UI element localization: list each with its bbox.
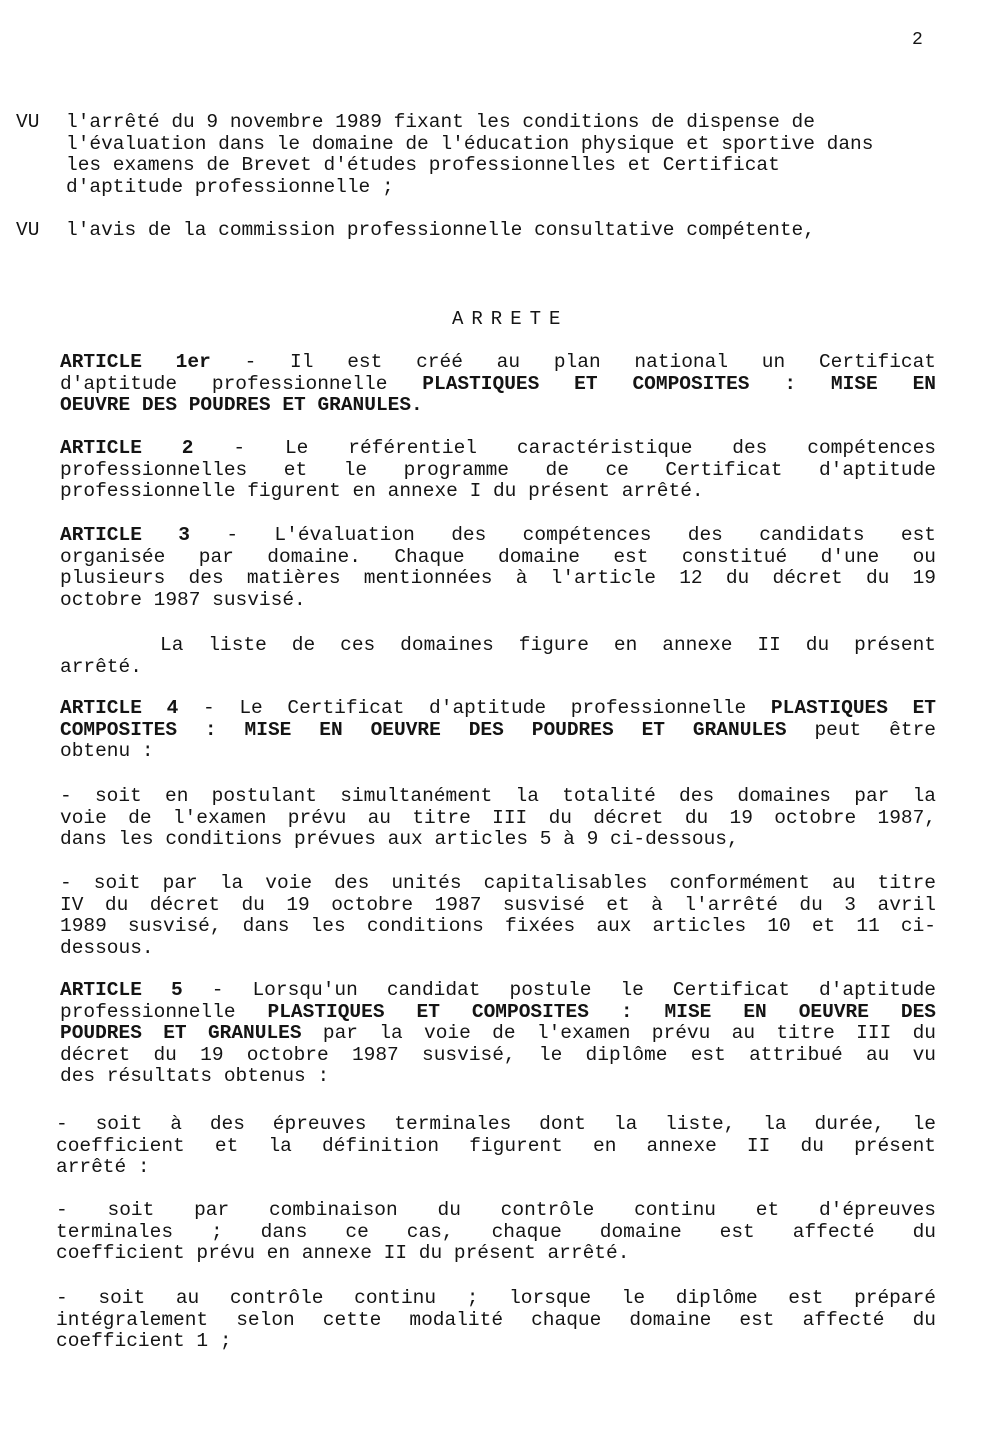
vu1-line: d'aptitude professionnelle ;	[66, 175, 394, 198]
option-text: - soit à des épreuves terminales dont la liste, la durée, le	[56, 1113, 936, 1135]
diploma-title: POUDRES ET GRANULES	[60, 1022, 302, 1044]
article-text: La liste de ces domaines figure en annexe II du présent	[160, 634, 936, 656]
vu-tag: VU	[16, 111, 40, 133]
article-label: ARTICLE 5	[60, 979, 183, 1001]
article-text: professionnelle	[60, 1000, 268, 1023]
article-5-option-3	[56, 1288, 936, 1353]
article-text: arrêté.	[60, 655, 142, 678]
article-label: ARTICLE 1er	[60, 351, 211, 373]
article-5-option-2	[56, 1200, 936, 1265]
vu1-line: les examens de Brevet d'études professionnelles et Certificat	[66, 154, 780, 176]
option-text: dans les conditions prévues aux articles 5 à 9 ci-dessous,	[60, 828, 739, 850]
article-text: obtenu :	[60, 740, 154, 762]
article-label: ARTICLE 4	[60, 697, 179, 719]
vu-clause-2	[16, 220, 976, 242]
vu1-line: l'évaluation dans le domaine de l'éducation physique et sportive dans	[66, 132, 874, 155]
article-text: - L'évaluation des compétences des candidats est	[226, 524, 936, 546]
option-text: coefficient et la définition figurent en annexe II du présent	[56, 1134, 936, 1157]
option-text: coefficient 1 ;	[56, 1330, 232, 1352]
heading-arrete: ARRETE	[452, 308, 569, 330]
diploma-title: PLASTIQUES ET	[770, 697, 937, 719]
article-5	[60, 980, 936, 1088]
article-4-option-1	[60, 786, 936, 851]
option-text: IV du décret du 19 octobre 1987 susvisé et à l'arrêté du 3 avril	[60, 893, 936, 916]
vu-tag: VU	[16, 219, 40, 241]
article-text: - Le référentiel caractéristique des compétences	[233, 437, 936, 459]
article-text: organisée par domaine. Chaque domaine est constitué d'une ou	[60, 545, 936, 568]
diploma-title: PLASTIQUES ET COMPOSITES : MISE EN OEUVRE DES	[267, 1000, 937, 1023]
article-4	[60, 698, 936, 763]
page-number: 2	[912, 30, 923, 50]
article-5-option-1	[56, 1114, 936, 1179]
option-text: intégralement selon cette modalité chaque domaine est affecté du	[56, 1308, 936, 1331]
vu-clause-1	[16, 112, 976, 198]
article-text: professionnelle figurent en annexe I du présent arrêté.	[60, 480, 704, 502]
option-text: - soit par la voie des unités capitalisables conformément au titre	[60, 872, 936, 894]
article-1	[60, 352, 936, 417]
option-text: voie de l'examen prévu au titre III du décret du 19 octobre 1987,	[60, 806, 936, 829]
diploma-title: PLASTIQUES ET COMPOSITES : MISE EN	[422, 372, 936, 395]
article-3	[60, 525, 936, 611]
option-text: - soit en postulant simultanément la totalité des domaines par la	[60, 785, 936, 807]
article-text: professionnelles et le programme de ce Certificat d'aptitude	[60, 458, 936, 481]
option-text: - soit par combinaison du contrôle continu et d'épreuves	[56, 1199, 936, 1221]
article-3-paragraph-2	[60, 635, 936, 678]
option-text: arrêté :	[56, 1156, 150, 1178]
option-text: terminales ; dans ce cas, chaque domaine est affecté du	[56, 1220, 936, 1243]
vu1-line: l'arrêté du 9 novembre 1989 fixant les conditions de dispense de	[66, 111, 815, 133]
diploma-title: COMPOSITES : MISE EN OEUVRE DES POUDRES ET GRANULES	[60, 718, 787, 741]
article-text: - Lorsqu'un candidat postule le Certificat d'aptitude	[211, 979, 937, 1001]
article-4-option-2	[60, 873, 936, 959]
vu2-line: l'avis de la commission professionnelle consultative compétente,	[66, 219, 815, 241]
article-2	[60, 438, 936, 503]
option-text: dessous.	[60, 936, 154, 959]
option-text: - soit au contrôle continu ; lorsque le diplôme est préparé	[56, 1287, 936, 1309]
article-label: ARTICLE 2	[60, 437, 194, 459]
diploma-title: OEUVRE DES POUDRES ET GRANULES.	[60, 394, 423, 416]
article-text: d'aptitude professionnelle	[60, 372, 423, 395]
article-text: des résultats obtenus :	[60, 1065, 330, 1087]
article-text: plusieurs des matières mentionnées à l'article 12 du décret du 19	[60, 567, 936, 589]
article-text: peut être	[786, 718, 936, 741]
option-text: coefficient prévu en annexe II du présent arrêté.	[56, 1242, 630, 1264]
option-text: 1989 susvisé, dans les conditions fixées aux articles 10 et 11 ci-	[60, 915, 936, 937]
article-text: - Il est créé au plan national un Certificat	[244, 351, 936, 373]
article-text: octobre 1987 susvisé.	[60, 588, 306, 611]
article-label: ARTICLE 3	[60, 524, 190, 546]
article-text: décret du 19 octobre 1987 susvisé, le diplôme est attribué au vu	[60, 1043, 936, 1066]
article-text: par la voie de l'examen prévu au titre III du	[301, 1022, 936, 1044]
article-text: - Le Certificat d'aptitude professionnelle	[202, 697, 771, 719]
